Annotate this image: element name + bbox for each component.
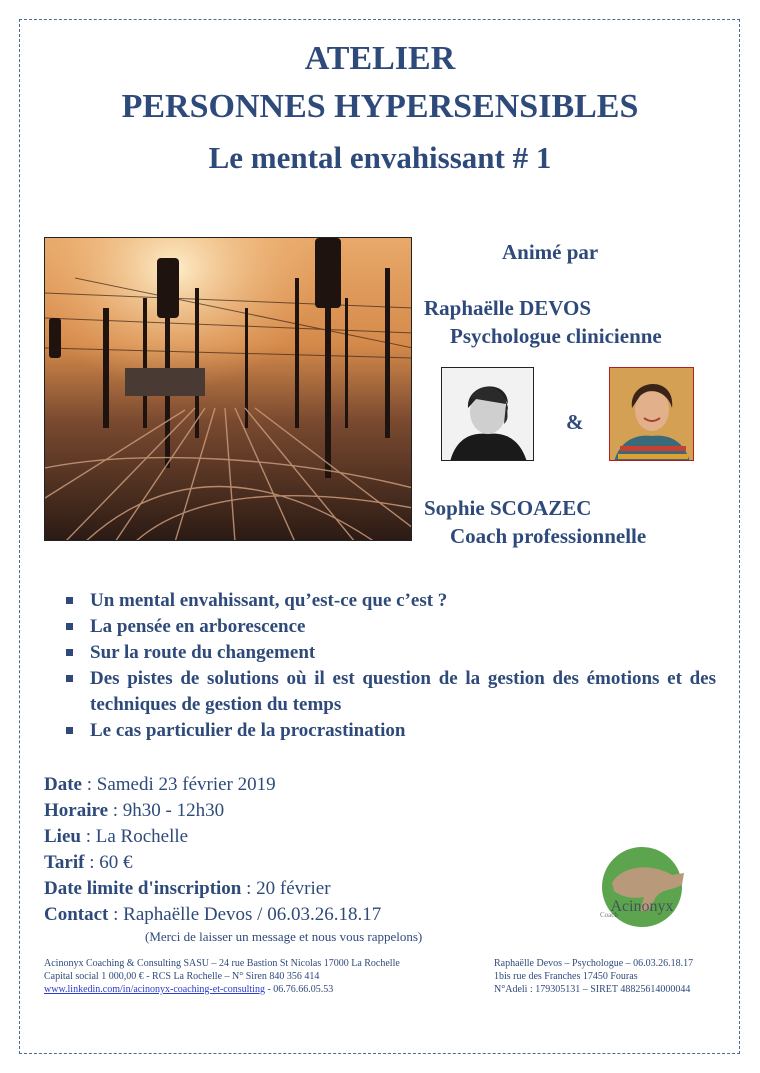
animated-by: Animé par [502, 240, 599, 264]
portrait-raphaelle [441, 367, 534, 461]
bullet-square-icon [66, 623, 73, 630]
bullet-square-icon [66, 727, 73, 734]
person2-role: Coach professionnelle [450, 524, 647, 548]
list-item: Un mental envahissant, qu’est-ce que c’est ? [64, 588, 716, 614]
person1-name: Raphaëlle DEVOS [424, 296, 592, 320]
subtitle-mental: Le mental envahissant # 1 [208, 140, 552, 175]
contact-row: Contact : Raphaëlle Devos / 06.03.26.18.17 [44, 904, 382, 925]
topics-list [64, 588, 716, 744]
title-hypersensibles: PERSONNES HYPERSENSIBLES [121, 88, 639, 125]
logo-subtext: Coach [600, 911, 618, 919]
railway-illustration [45, 238, 412, 541]
list-item: Le cas particulier de la procrastination [64, 718, 716, 744]
time-row: Horaire : 9h30 - 12h30 [44, 800, 225, 821]
ampersand: & [566, 410, 584, 434]
price-row: Tarif : 60 € [44, 852, 133, 873]
acinonyx-logo [592, 845, 694, 935]
railway-photo [44, 237, 412, 541]
title-atelier: ATELIER [304, 40, 456, 77]
linkedin-link[interactable]: www.linkedin.com/in/acinonyx-coaching-et-consulting [44, 984, 265, 995]
logo-text: Acinonyx [610, 898, 674, 915]
list-item: Des pistes de solutions où il est question de la gestion des émotions et des techniques de gestion du temps [64, 666, 716, 718]
bullet-square-icon [66, 675, 73, 682]
date-row: Date : Samedi 23 février 2019 [44, 774, 276, 795]
deadline-row: Date limite d'inscription : 20 février [44, 878, 331, 899]
list-item: Sur la route du changement [64, 640, 716, 666]
list-item: La pensée en arborescence [64, 614, 716, 640]
callback-note: (Merci de laisser un message et nous vous rappelons) [145, 929, 423, 944]
footer-left: Acinonyx Coaching & Consulting SASU – 24 rue Bastion St Nicolas 17000 La Rochelle Capital social 1 000,00 € - RCS La Rochelle – N° Siren 840 356 414 www.linkedin.com/in/acinonyx-coaching-et-consulting - 06.76.66.05.53 [44, 958, 400, 995]
footer-right: Raphaëlle Devos – Psychologue – 06.03.26.18.17 1bis rue des Franches 17450 Fouras N°Adeli : 179305131 – SIRET 48825614000044 [494, 958, 694, 995]
bullet-square-icon [66, 597, 73, 604]
place-row: Lieu : La Rochelle [44, 826, 189, 847]
portrait-sophie [609, 367, 694, 461]
person2-name: Sophie SCOAZEC [424, 496, 592, 520]
bullet-square-icon [66, 649, 73, 656]
person1-role: Psychologue clinicienne [450, 324, 662, 348]
